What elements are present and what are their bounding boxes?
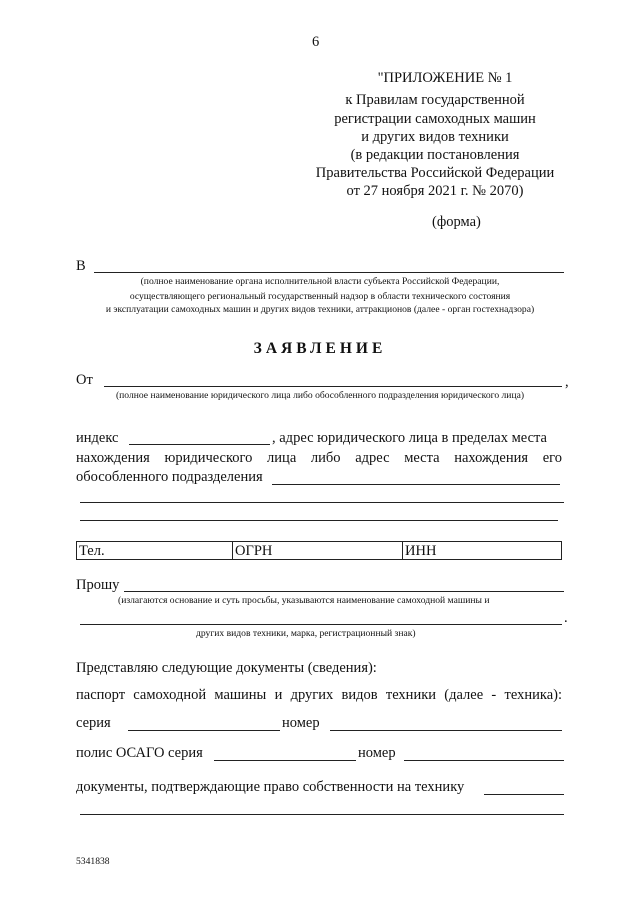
documents-intro: Представляю следующие документы (сведения): (76, 660, 377, 676)
index-label: индекс (76, 430, 119, 446)
from-field-line[interactable] (104, 386, 562, 387)
address-line3: обособленного подразделения (76, 469, 263, 485)
inn-cell[interactable]: ИНН (405, 543, 437, 559)
contacts-table (76, 541, 562, 560)
tel-cell[interactable]: Тел. (77, 542, 233, 559)
request-prefix: Прошу (76, 577, 120, 593)
from-prefix: От (76, 372, 93, 388)
address-field-line-3[interactable] (80, 520, 558, 521)
appendix-line: от 27 ноября 2021 г. № 2070) (346, 183, 524, 199)
recipient-hint: и эксплуатации самоходных машин и других видов техники, аттракционов (далее - орган гостехнадзора) (105, 304, 535, 315)
appendix-title: "ПРИЛОЖЕНИЕ № 1 (377, 70, 513, 86)
address-field-line[interactable] (272, 484, 560, 485)
appendix-line: к Правилам государственной (345, 92, 525, 108)
series-label: серия (76, 715, 111, 731)
osago-series-line[interactable] (214, 760, 356, 761)
request-hint: (излагаются основание и суть просьбы, указываются наименование самоходной машины и (118, 595, 490, 606)
recipient-field-line[interactable] (94, 272, 564, 273)
recipient-prefix: В (76, 258, 86, 274)
address-line2: нахождения юридического лица либо адрес места нахождения его (76, 450, 562, 466)
from-hint: (полное наименование юридического лица либо обособленного подразделения юридического лица) (115, 390, 525, 401)
index-field-line[interactable] (129, 444, 270, 445)
document-title: ЗАЯВЛЕНИЕ (253, 340, 387, 357)
number-field-line[interactable] (330, 730, 562, 731)
osago-label: полис ОСАГО серия (76, 745, 203, 761)
request-field-line-2[interactable] (80, 624, 562, 625)
footer-code: 5341838 (76, 856, 110, 867)
ownership-label: документы, подтверждающие право собственности на технику (76, 779, 465, 795)
passport-line: паспорт самоходной машины и других видов техники (далее - техника): (76, 687, 562, 703)
request-hint-2: других видов техники, марка, регистрационный знак) (196, 628, 416, 639)
appendix-line: и других видов техники (361, 129, 509, 145)
ownership-field-line-2[interactable] (80, 814, 564, 815)
request-field-line[interactable] (124, 591, 564, 592)
ogrn-cell[interactable]: ОГРН (233, 542, 403, 559)
page-number: 6 (312, 34, 320, 50)
osago-number-label: номер (358, 745, 396, 761)
series-field-line[interactable] (128, 730, 280, 731)
from-suffix: , (565, 374, 569, 390)
appendix-line: (в редакции постановления (350, 147, 520, 163)
form-label: (форма) (432, 214, 481, 230)
appendix-line: регистрации самоходных машин (334, 111, 536, 127)
recipient-hint: осуществляющего региональный государственный надзор в области технического состояния (129, 291, 511, 302)
address-line1: , адрес юридического лица в пределах места (272, 430, 547, 446)
appendix-line: Правительства Российской Федерации (315, 165, 555, 181)
ownership-field-line[interactable] (484, 794, 564, 795)
recipient-hint: (полное наименование органа исполнительной власти субъекта Российской Федерации, (140, 276, 500, 287)
address-field-line-2[interactable] (80, 502, 564, 503)
request-trail: . (564, 610, 568, 626)
osago-number-line[interactable] (404, 760, 564, 761)
number-label: номер (282, 715, 320, 731)
